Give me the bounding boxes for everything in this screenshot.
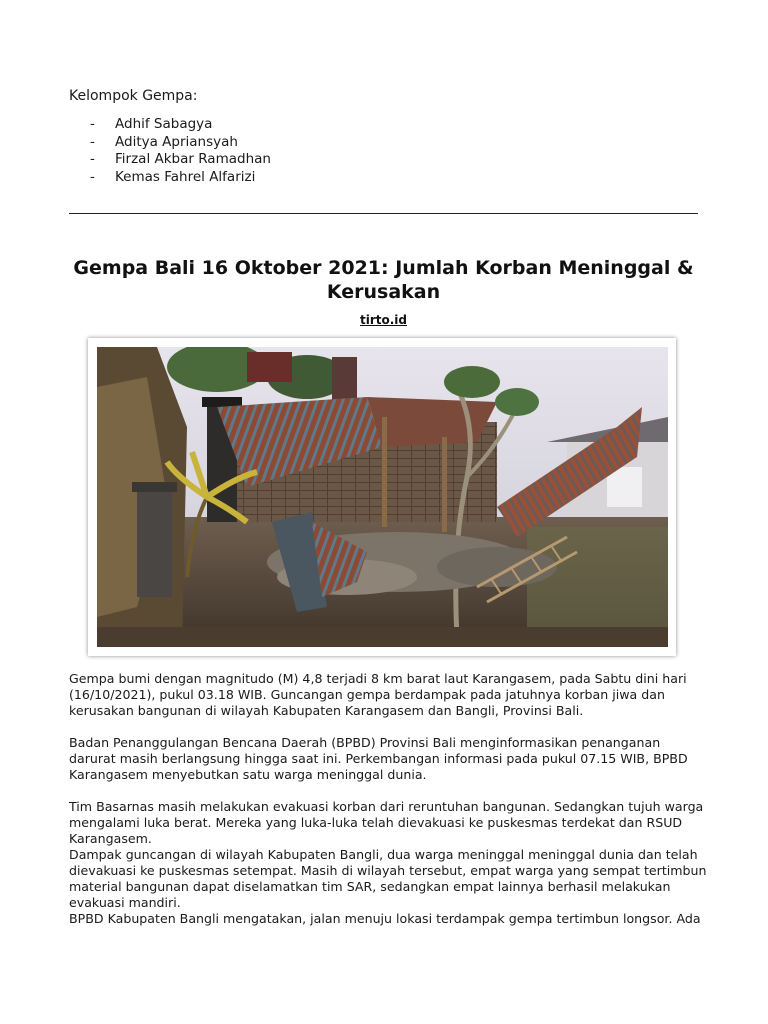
article-body bbox=[69, 671, 709, 927]
list-bullet: - bbox=[90, 168, 95, 185]
paragraph: Dampak guncangan di wilayah Kabupaten Bangli, dua warga meninggal meninggal dunia dan telah dievakuasi ke puskesmas setempat. Masih di wilayah tersebut, empat warga yang sempat tertimbun material bangunan dapat diselamatkan tim SAR, sedangkan empat lainnya berhasil melakukan evakuasi mandiri. bbox=[69, 847, 707, 910]
article-title: Gempa Bali 16 Oktober 2021: Jumlah Korban Meninggal & Kerusakan bbox=[73, 257, 694, 303]
horizontal-divider bbox=[69, 213, 698, 214]
list-item bbox=[90, 151, 271, 169]
list-bullet: - bbox=[90, 151, 95, 167]
earthquake-damage-photo bbox=[97, 347, 668, 647]
paragraph: Badan Penanggulangan Bencana Daerah (BPBD) Provinsi Bali menginformasikan penanganan darurat masih berlangsung hingga saat ini. Perkembangan informasi pada pukul 07.15 WIB, BPBD Karangasem menyebutkan satu warga meninggal dunia. bbox=[69, 735, 688, 782]
list-item bbox=[90, 169, 271, 187]
paragraph: Gempa bumi dengan magnitudo (M) 4,8 terjadi 8 km barat laut Karangasem, pada Sabtu dini hari (16/10/2021), pukul 03.18 WIB. Guncangan gempa berdampak pada jatuhnya korban jiwa dan kerusakan bangunan di wilayah Kabupaten Karangasem dan Bangli, Provinsi Bali. bbox=[69, 671, 687, 718]
paragraph: BPBD Kabupaten Bangli mengatakan, jalan menuju lokasi terdampak gempa tertimbun longsor. Ada bbox=[69, 911, 701, 926]
list-bullet: - bbox=[90, 133, 95, 150]
member-name: Firzal Akbar Ramadhan bbox=[115, 151, 271, 167]
member-list bbox=[90, 116, 271, 186]
member-name: Adhif Sabagya bbox=[115, 116, 213, 132]
list-item bbox=[90, 116, 271, 134]
source-link[interactable]: tirto.id bbox=[359, 313, 407, 327]
list-bullet: - bbox=[90, 116, 95, 132]
paragraph: Tim Basarnas masih melakukan evakuasi korban dari reruntuhan bangunan. Sedangkan tujuh warga mengalami luka berat. Mereka yang luka-luka telah dievakuasi ke puskesmas terdekat dan RSUD Karangasem. bbox=[69, 799, 704, 846]
group-heading: Kelompok Gempa: bbox=[69, 88, 198, 104]
list-item bbox=[90, 134, 271, 152]
article-photo bbox=[88, 338, 676, 656]
member-name: Kemas Fahrel Alfarizi bbox=[115, 168, 256, 185]
member-name: Aditya Apriansyah bbox=[115, 133, 238, 150]
